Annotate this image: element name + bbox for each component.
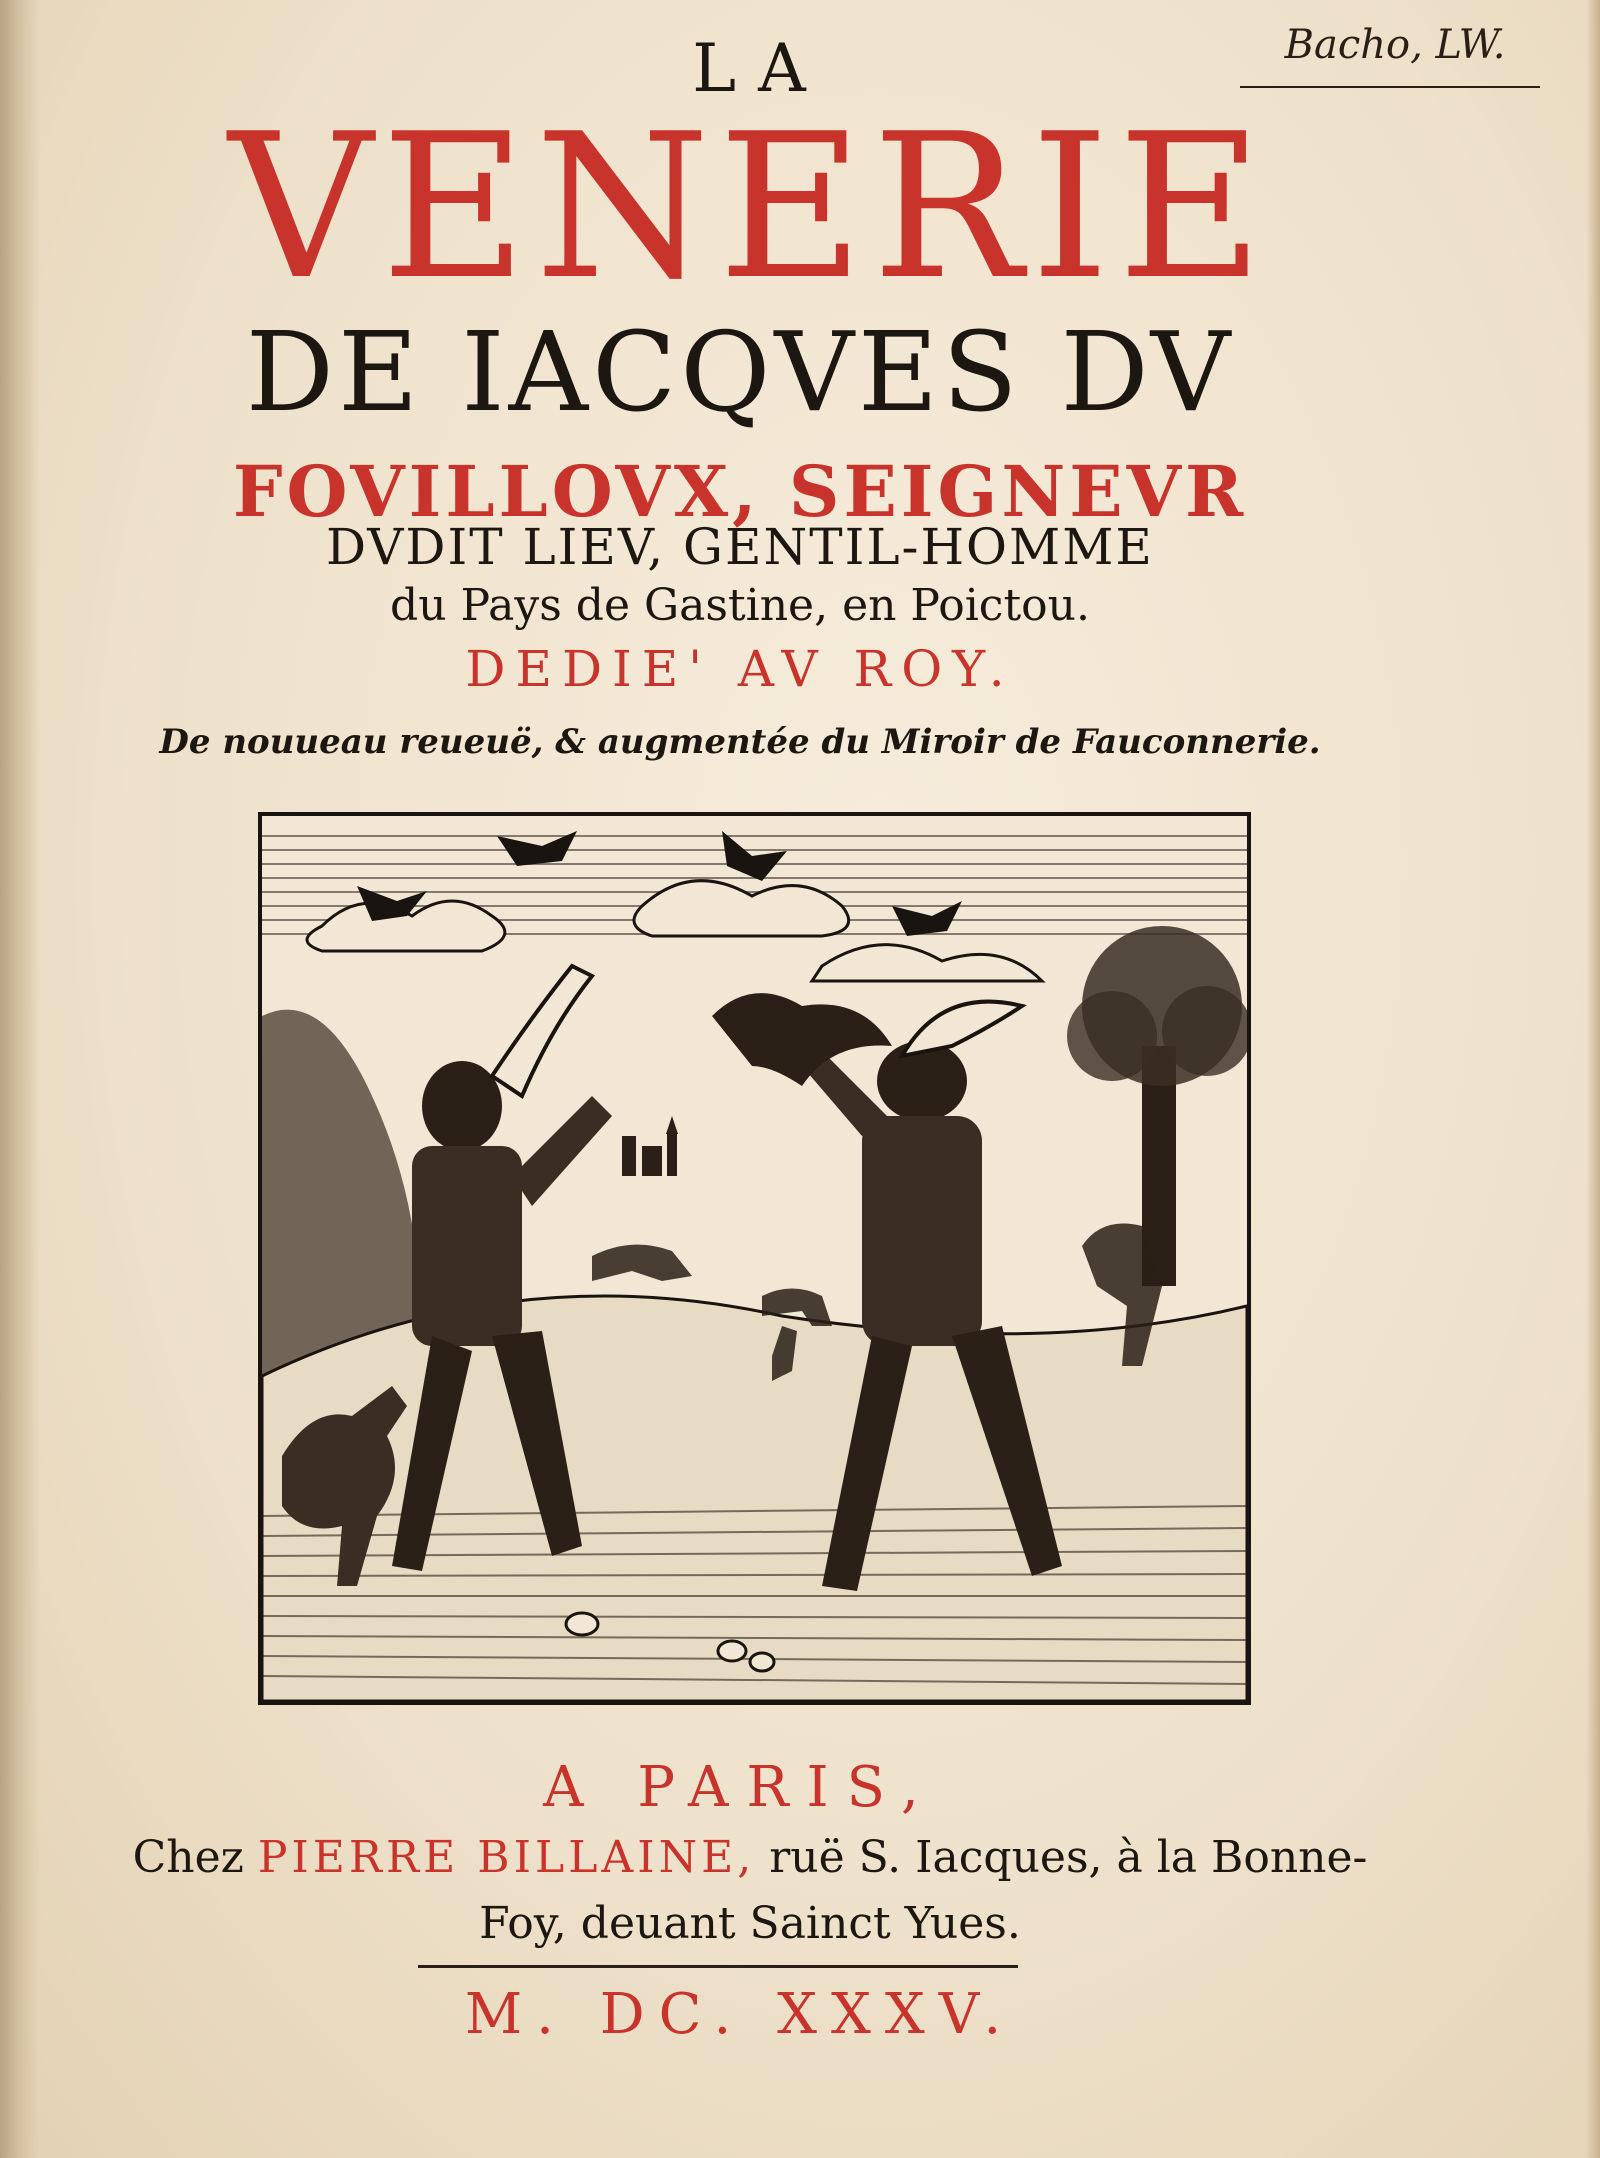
hunting-scene-woodcut <box>262 816 1247 1701</box>
title-line-fouilloux: FOVILLOVX, SEIGNEVR <box>232 450 1248 533</box>
woodcut-illustration <box>258 812 1251 1705</box>
tree <box>1067 926 1247 1286</box>
imprint-year: M. DC. XXXV. <box>464 1982 1016 2047</box>
title-line-dedie: DEDIE' AV ROY. <box>465 640 1015 698</box>
title-line-venerie: VENERIE <box>228 91 1272 324</box>
title-line-pays: du Pays de Gastine, en Poictou. <box>390 580 1090 631</box>
page-edge <box>1586 0 1600 2158</box>
imprint-publisher: PIERRE BILLAINE, <box>257 1832 756 1883</box>
falcon <box>712 993 892 1086</box>
imprint-address-2: Foy, deuant Sainct Yues. <box>479 1898 1021 1949</box>
signature-text: Bacho, LW. <box>1284 22 1506 68</box>
imprint-publisher-line <box>0 1832 1500 1883</box>
imprint-address-1: ruë S. Iacques, à la Bonne- <box>769 1832 1368 1883</box>
title-line-la: LA <box>692 30 828 107</box>
title-line-dudit: DVDIT LIEV, GENTIL-HOMME <box>326 518 1154 576</box>
imprint-city: A PARIS, <box>543 1755 937 1820</box>
title-line-author: DE IACQVES DV <box>245 308 1235 436</box>
imprint-chez: Chez <box>132 1832 244 1883</box>
imprint-rule <box>418 1965 1018 1968</box>
title-line-augmentee: De nouueau reueuë, & augmentée du Miroir de Fauconnerie. <box>159 722 1321 762</box>
